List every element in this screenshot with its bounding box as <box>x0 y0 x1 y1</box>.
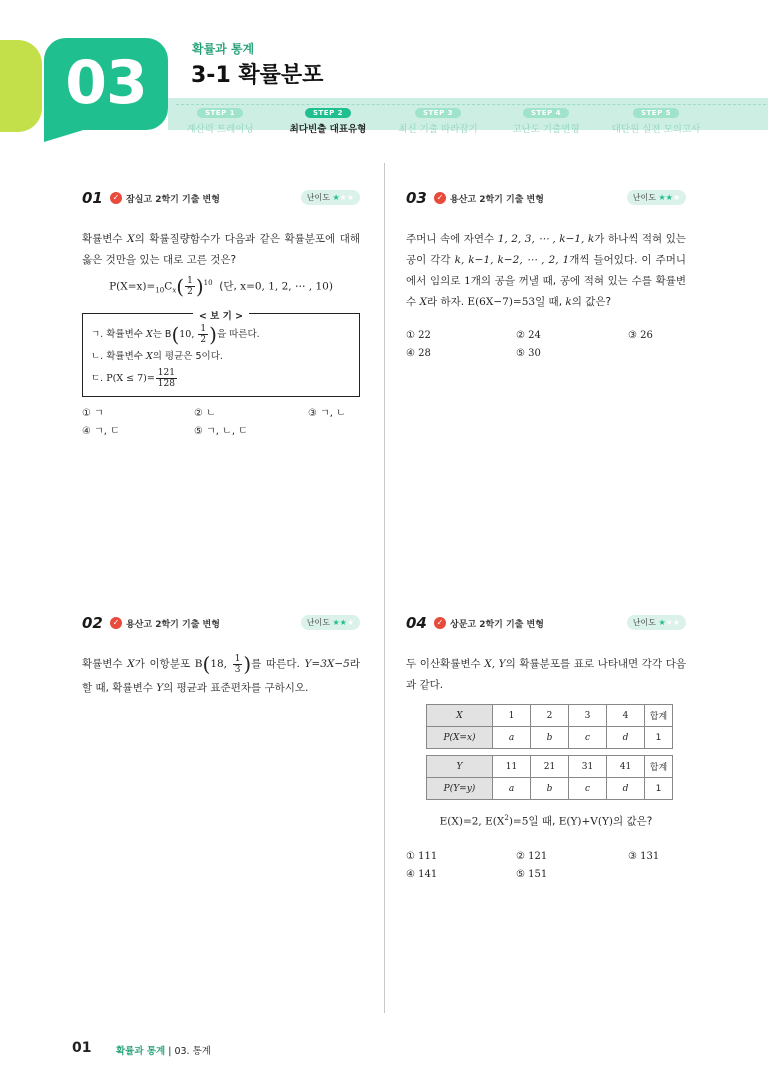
footer-sep: | <box>165 1046 175 1057</box>
difficulty-label: 난이도 <box>632 618 656 627</box>
star-empty-icon: ★★ <box>339 193 354 202</box>
star-filled-icon: ★ <box>332 193 340 202</box>
table-cell: c <box>569 727 607 749</box>
table-head: X <box>427 705 493 727</box>
table-cell: 1 <box>493 705 531 727</box>
check-icon: ✓ <box>110 617 122 629</box>
chapter-badge <box>44 38 168 130</box>
difficulty-label: 난이도 <box>632 193 656 202</box>
choice-4[interactable]: ④ 28 <box>406 348 431 359</box>
problem-02-text: 확률변수 X가 이항분포 B(18, $\frac{1}{3}$ )를 따른다. Y=3X−5라 할 때, 확률변수 Y의 평균과 표준편차를 구하시오. <box>82 652 361 694</box>
step-1[interactable] <box>160 100 280 135</box>
bogi-title: < 보 기 > <box>193 311 249 322</box>
step-5-name: 대단원 실전 모의고사 <box>611 124 701 135</box>
choice-3[interactable]: ③ 26 <box>628 330 653 341</box>
table-cell: 2 <box>531 705 569 727</box>
table-cell: a <box>493 778 531 800</box>
star-filled-icon: ★★ <box>658 193 673 202</box>
table-cell: 4 <box>607 705 645 727</box>
table-row <box>427 727 673 749</box>
table-row <box>427 705 673 727</box>
star-empty-icon: ★★ <box>665 618 680 627</box>
table-sum: 1 <box>645 778 673 800</box>
chapter-number: 03 <box>65 48 147 118</box>
check-icon: ✓ <box>110 192 122 204</box>
footer-text <box>116 1043 211 1057</box>
column-divider <box>384 163 385 1013</box>
lime-side-tab <box>0 40 42 132</box>
choice-1[interactable]: ① 111 <box>406 850 438 862</box>
star-empty-icon: ★ <box>672 193 680 202</box>
star-empty-icon: ★ <box>346 618 354 627</box>
choice-2[interactable]: ② ㄴ <box>194 407 216 419</box>
problem-03-header <box>406 189 686 209</box>
bogi-item-2: ㄴ. 확률변수 X의 평균은 5이다. <box>91 350 223 362</box>
distribution-table-x <box>426 704 673 749</box>
problem-number: 01 <box>82 189 103 207</box>
choice-3[interactable]: ③ ㄱ, ㄴ <box>308 407 346 419</box>
problem-number: 02 <box>82 614 103 632</box>
problem-source: 용산고 2학기 기출 변형 <box>450 195 544 205</box>
step-4-pill: STEP 4 <box>523 108 569 118</box>
table-row <box>427 756 673 778</box>
choice-4[interactable]: ④ ㄱ, ㄷ <box>82 425 120 437</box>
problem-03-text: 주머니 속에 자연수 1, 2, 3, ⋯ , k−1, k가 하나씩 적혀 있는 공이 각각 k, k−1, k−2, ⋯ , 2, 1개씩 들어있다. 이 주머니에서 임의로 1개의 공을 꺼낼 때, 공에 적혀 있는 수를 확률변수 X라 하자. E(6X−7)=53일 때, k의 값은? <box>406 233 687 308</box>
difficulty-badge <box>301 615 360 630</box>
problem-01-header <box>82 189 360 209</box>
choices-03 <box>406 327 686 367</box>
problem-01-text: 확률변수 X의 확률질량함수가 다음과 같은 확률분포에 대해 옳은 것만을 있는 대로 고른 것은? <box>82 233 360 266</box>
table-cell: d <box>607 778 645 800</box>
difficulty-label: 난이도 <box>306 618 330 627</box>
bogi-item-1: ㄱ. 확률변수 X는 B(10, $\frac{1}{2}$ )을 따른다. <box>91 322 260 347</box>
problem-04-condition: E(X)=2, $E(X^2)=5$일 때, E(Y)+V(Y)의 값은? <box>439 814 653 828</box>
table-cell: 21 <box>531 756 569 778</box>
problem-02 <box>82 614 360 700</box>
table-cell: d <box>607 727 645 749</box>
table-sum: 1 <box>645 727 673 749</box>
step-3-pill: STEP 3 <box>415 108 461 118</box>
table-row <box>427 778 673 800</box>
step-3-name: 최신 기출 따라잡기 <box>398 124 478 135</box>
problem-source: 상문고 2학기 기출 변형 <box>450 620 544 630</box>
step-2[interactable] <box>268 100 388 135</box>
choices-04 <box>406 848 686 888</box>
bogi-box <box>82 310 360 397</box>
step-3[interactable] <box>378 100 498 135</box>
difficulty-badge <box>627 190 686 205</box>
step-1-pill: STEP 1 <box>197 108 243 118</box>
table-head: P(X=x) <box>427 727 493 749</box>
choice-5[interactable]: ⑤ 30 <box>516 348 541 359</box>
star-filled-icon: ★★ <box>332 618 347 627</box>
pmf-formula: $P(X=x)=_{10}C_x$( $\frac{1}{2}$ )$^{10}$ (단, x=0, 1, 2, ⋯ , 10) <box>109 274 333 299</box>
choice-4[interactable]: ④ 141 <box>406 868 438 880</box>
footer-subject: 확률과 통계 <box>116 1046 166 1057</box>
problem-source: 잠실고 2학기 기출 변형 <box>126 195 220 205</box>
step-1-name: 계산력 트레이닝 <box>186 124 254 135</box>
problem-number: 03 <box>406 189 427 207</box>
table-cell: c <box>569 778 607 800</box>
problem-number: 04 <box>406 614 427 632</box>
choice-5[interactable]: ⑤ 151 <box>516 868 548 880</box>
star-filled-icon: ★ <box>658 618 666 627</box>
problem-01 <box>82 189 360 445</box>
table-head: Y <box>427 756 493 778</box>
table-cell: 31 <box>569 756 607 778</box>
problem-source: 용산고 2학기 기출 변형 <box>126 620 220 630</box>
table-sum-head: 합계 <box>645 756 673 778</box>
choice-3[interactable]: ③ 131 <box>628 850 660 862</box>
table-head: P(Y=y) <box>427 778 493 800</box>
problem-02-header <box>82 614 360 634</box>
unit-title: 3-1 확률분포 <box>191 63 324 88</box>
check-icon: ✓ <box>434 617 446 629</box>
table-cell: b <box>531 727 569 749</box>
problem-04-header <box>406 614 686 634</box>
choice-2[interactable]: ② 121 <box>516 850 548 862</box>
choice-5[interactable]: ⑤ ㄱ, ㄴ, ㄷ <box>194 425 248 437</box>
choice-1[interactable]: ① ㄱ <box>82 407 104 419</box>
chapter-badge-tail <box>44 128 90 142</box>
bogi-item-3: ㄷ. P(X ≤ 7)= $\frac{121}{128}$ <box>91 367 175 389</box>
step-4[interactable] <box>486 100 606 135</box>
choices-01 <box>82 405 360 445</box>
table-cell: b <box>531 778 569 800</box>
table-cell: a <box>493 727 531 749</box>
step-2-pill: STEP 2 <box>305 108 351 118</box>
choice-1[interactable]: ① 22 <box>406 330 431 341</box>
table-cell: 3 <box>569 705 607 727</box>
step-4-name: 고난도 기출변형 <box>512 124 580 135</box>
table-sum-head: 합계 <box>645 705 673 727</box>
step-5-pill: STEP 5 <box>633 108 679 118</box>
difficulty-badge <box>627 615 686 630</box>
check-icon: ✓ <box>434 192 446 204</box>
page-number: 01 <box>72 1040 92 1056</box>
difficulty-badge <box>301 190 360 205</box>
problem-03 <box>406 189 686 367</box>
distribution-table-y <box>426 755 673 800</box>
table-cell: 11 <box>493 756 531 778</box>
step-5[interactable] <box>596 100 716 135</box>
table-cell: 41 <box>607 756 645 778</box>
problem-04 <box>406 614 686 888</box>
subject-label: 확률과 통계 <box>192 42 255 56</box>
problem-04-text: 두 이산확률변수 X, Y의 확률분포를 표로 나타내면 각각 다음과 같다. <box>406 658 686 691</box>
step-2-name: 최다빈출 대표유형 <box>289 124 367 135</box>
footer-chapter: 03. 통계 <box>174 1046 211 1057</box>
choice-2[interactable]: ② 24 <box>516 330 541 341</box>
difficulty-label: 난이도 <box>306 193 330 202</box>
